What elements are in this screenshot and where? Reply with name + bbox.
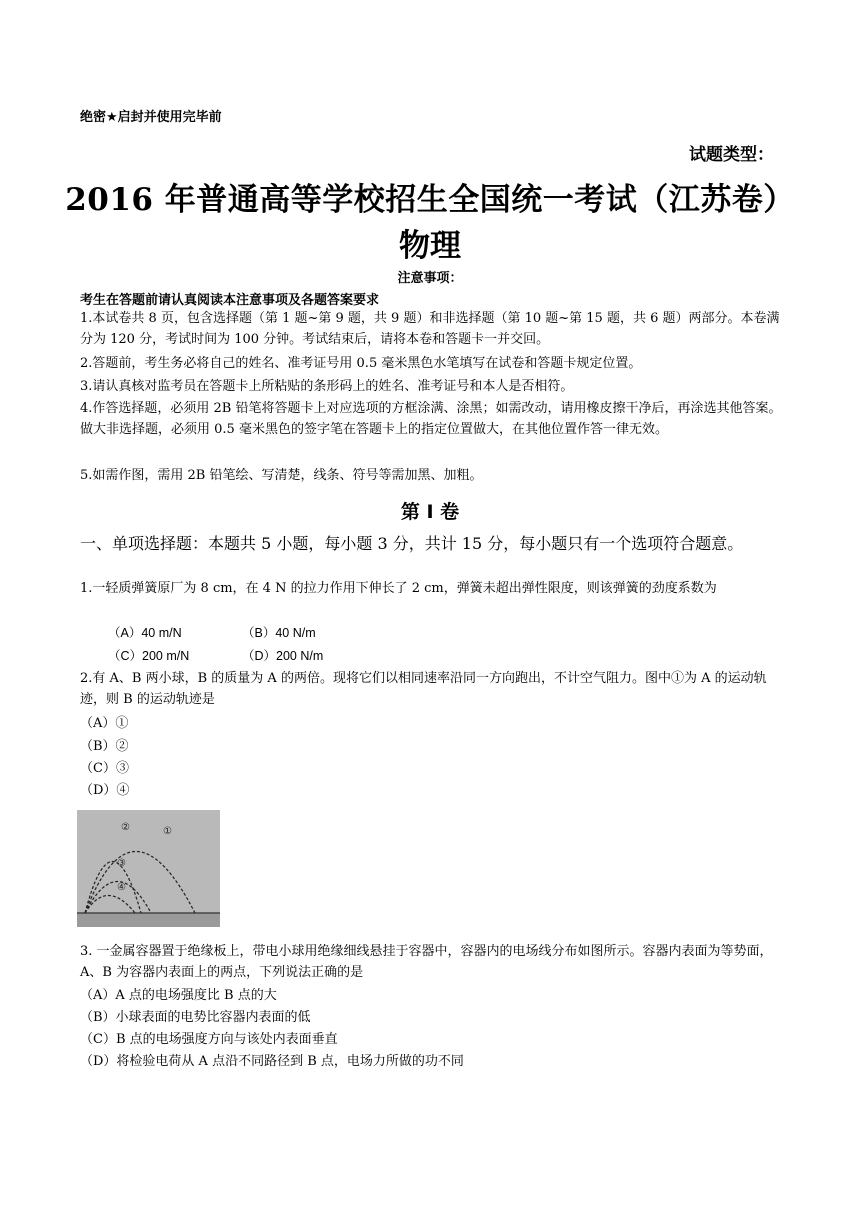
notice-item-5: 5.如需作图，需用 2B 铅笔绘、写清楚，线条、符号等需加黑、加粗。	[80, 468, 483, 483]
q1-option-c: （C）200 m/N	[108, 649, 190, 663]
notice-item-4: 4.作答选择题，必须用 2B 铅笔将答题卡上对应选项的方框涂满、涂黑；如需改动，请用橡皮擦干净后，再涂选其他答案。做大非选择题，必须用 0.5 毫米黑色的签字笔在答题卡上的指定位置做大，在其他位置作答一律无效。	[80, 401, 782, 437]
q2-option-a: （A）①	[80, 716, 129, 731]
q1-option-d: （D）200 N/m	[242, 649, 324, 663]
section-heading: 一、单项选择题：本题共 5 小题，每小题 3 分，共计 15 分，每小题只有一个选项符合题意。	[80, 534, 744, 553]
question-type-label: 试题类型：	[689, 145, 774, 165]
subject-title: 物理	[399, 228, 461, 264]
q3-option-c: （C）B 点的电场强度方向与该处内表面垂直	[80, 1032, 338, 1047]
confidential-mark: 绝密★启封并使用完毕前	[80, 110, 222, 125]
q3-option-b: （B）小球表面的电势比容器内表面的低	[80, 1010, 311, 1025]
q3-option-a: （A）A 点的电场强度比 B 点的大	[80, 988, 277, 1003]
q2-stem: 2.有 A、B 两小球，B 的质量为 A 的两倍。现将它们以相同速率沿同一方向跑出，不计空气阻力。图中①为 A 的运动轨迹，则 B 的运动轨迹是	[80, 671, 767, 707]
notice-item-1: 1.本试卷共 8 页，包含选择题（第 1 题~第 9 题，共 9 题）和非选择题（第 10 题~第 15 题，共 6 题）两部分。本卷满分为 120 分，考试时间为 100 分钟。考试结束后，请将本卷和答题卡一并交回。	[80, 311, 780, 347]
notice-subheading: 考生在答题前请认真阅读本注意事项及各题答案要求	[80, 293, 380, 308]
label-2: ②	[121, 822, 130, 833]
notice-item-2: 2.答题前，考生务必将自己的姓名、准考证号用 0.5 毫米黑色水笔填写在试卷和答题卡规定位置。	[80, 356, 642, 371]
q3-stem: 3. 一金属容器置于绝缘板上，带电小球用绝缘细线悬挂于容器中，容器内的电场线分布如图所示。容器内表面为等势面，A、B 为容器内表面上的两点，下列说法正确的是	[80, 944, 773, 980]
notice-item-3: 3.请认真核对监考员在答题卡上所粘贴的条形码上的姓名、准考证号和本人是否相符。	[80, 379, 574, 394]
label-4: ④	[117, 882, 126, 893]
ground	[77, 913, 220, 927]
q1-stem: 1.一轻质弹簧原厂为 8 cm，在 4 N 的拉力作用下伸长了 2 cm，弹簧未超出弹性限度，则该弹簧的劲度系数为	[80, 581, 717, 596]
q2-option-d: （D）④	[80, 783, 130, 798]
label-3: ③	[117, 858, 126, 869]
q1-option-a: （A）40 m/N	[108, 626, 182, 640]
q2-option-b: （B）②	[80, 739, 129, 754]
exam-title: 2016 年普通高等学校招生全国统一考试（江苏卷）	[65, 182, 795, 218]
label-1: ①	[163, 826, 172, 837]
q1-option-b: （B）40 N/m	[242, 626, 316, 640]
volume-heading: 第 Ⅰ 卷	[400, 501, 460, 523]
notice-heading: 注意事项：	[397, 271, 463, 286]
trajectory-figure	[77, 810, 220, 927]
q3-option-d: （D）将检验电荷从 A 点沿不同路径到 B 点，电场力所做的功不同	[80, 1054, 464, 1069]
q2-option-c: （C）③	[80, 761, 129, 776]
